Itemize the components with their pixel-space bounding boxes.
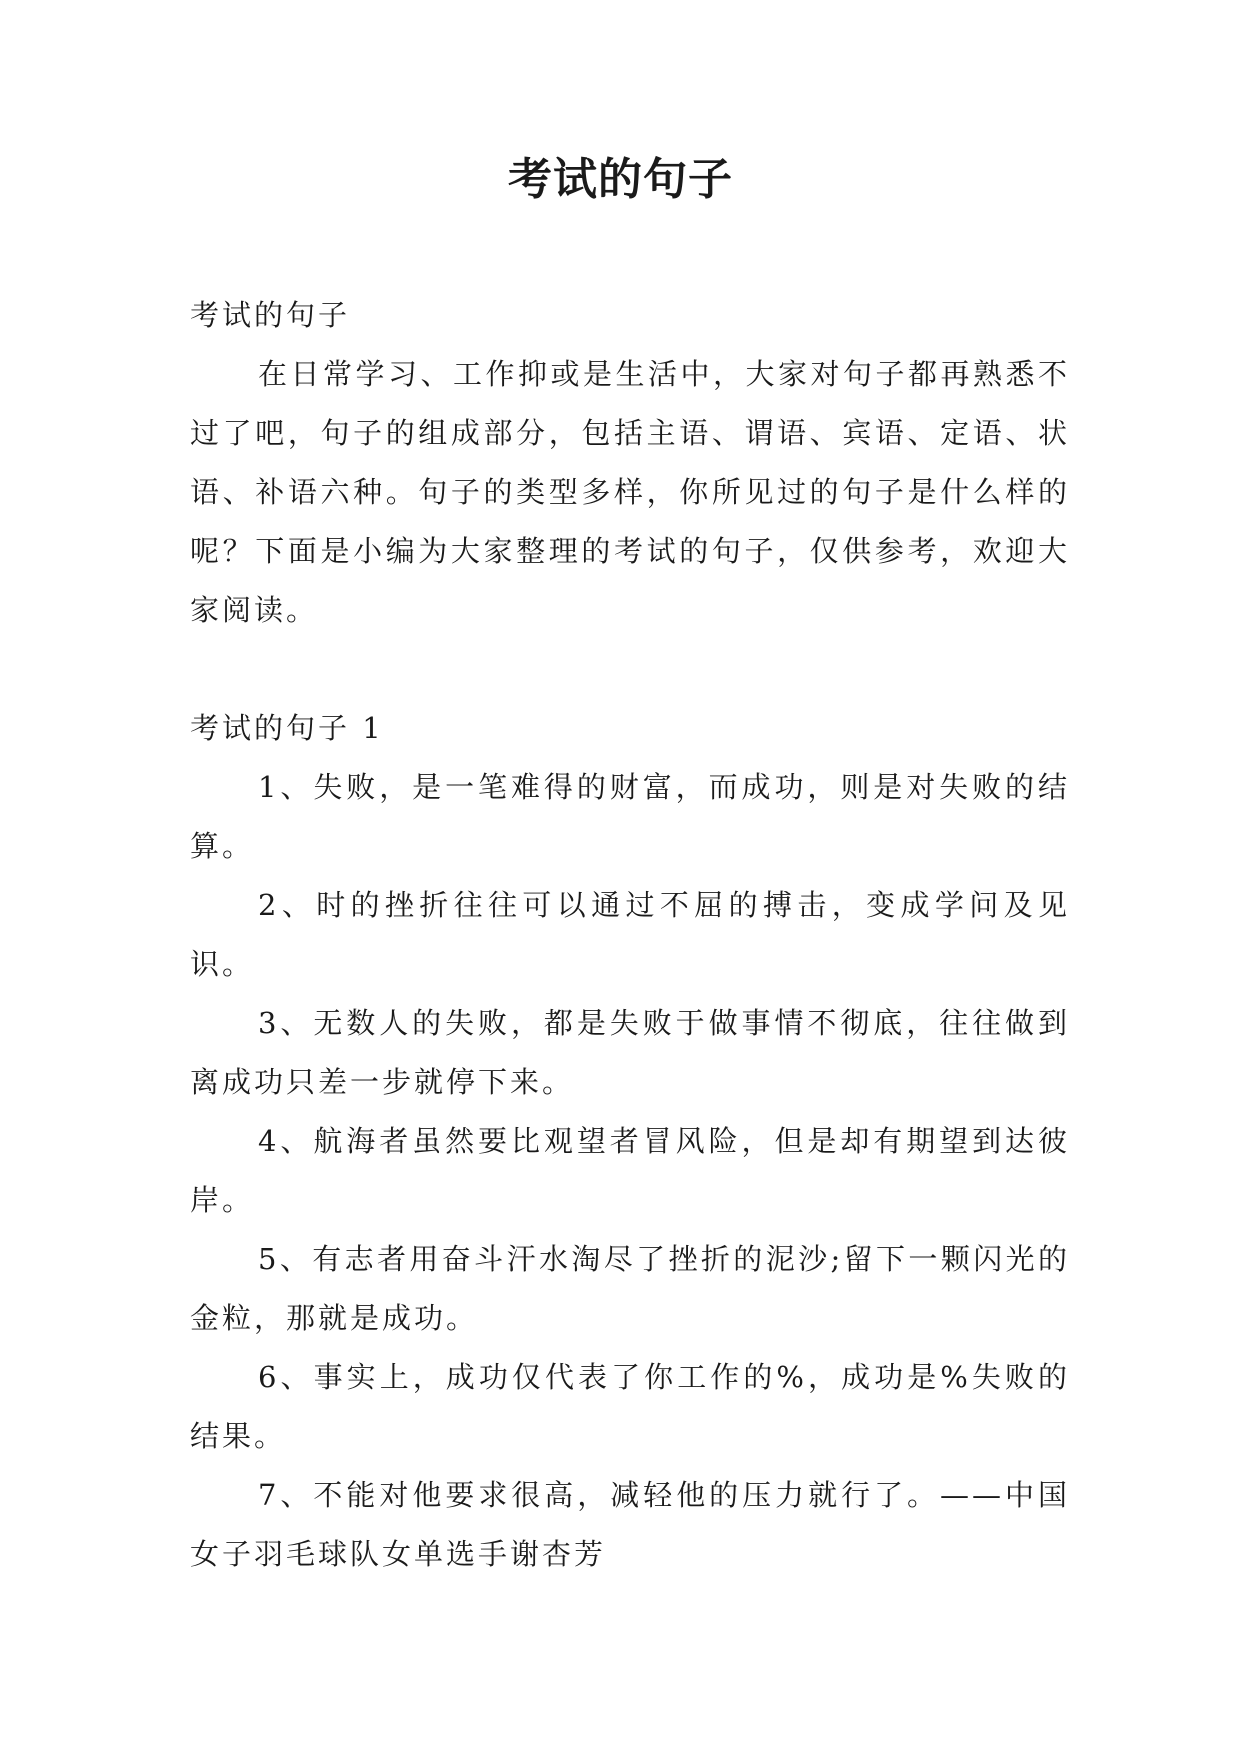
list-item: 3、无数人的失败，都是失败于做事情不彻底，往往做到离成功只差一步就停下来。 [190,1006,1070,1099]
intro-paragraph: 在日常学习、工作抑或是生活中，大家对句子都再熟悉不过了吧，句子的组成部分，包括主语、谓语、宾语、定语、状语、补语六种。句子的类型多样，你所见过的句子是什么样的呢？下面是小编为大家整理的考试的句子，仅供参考，欢迎大家阅读。 [190,357,1070,627]
list-item: 7、不能对他要求很高，减轻他的压力就行了。——中国女子羽毛球队女单选手谢杏芳 [190,1478,1070,1571]
document-title: 考试的句子 [508,154,733,205]
document-body [190,286,1070,1584]
paragraph-spacer [190,640,1070,699]
list-item: 1、失败，是一笔难得的财富，而成功，则是对失败的结算。 [190,770,1070,863]
list-item: 4、航海者虽然要比观望者冒风险，但是却有期望到达彼岸。 [190,1124,1070,1217]
list-item: 6、事实上，成功仅代表了你工作的%，成功是%失败的结果。 [190,1360,1070,1453]
list-item: 5、有志者用奋斗汗水淘尽了挫折的泥沙;留下一颗闪光的金粒，那就是成功。 [190,1242,1070,1335]
list-item: 2、时的挫折往往可以通过不屈的搏击，变成学问及见识。 [190,888,1070,981]
subtitle: 考试的句子 [190,298,351,332]
section-heading: 考试的句子 1 [190,711,384,745]
